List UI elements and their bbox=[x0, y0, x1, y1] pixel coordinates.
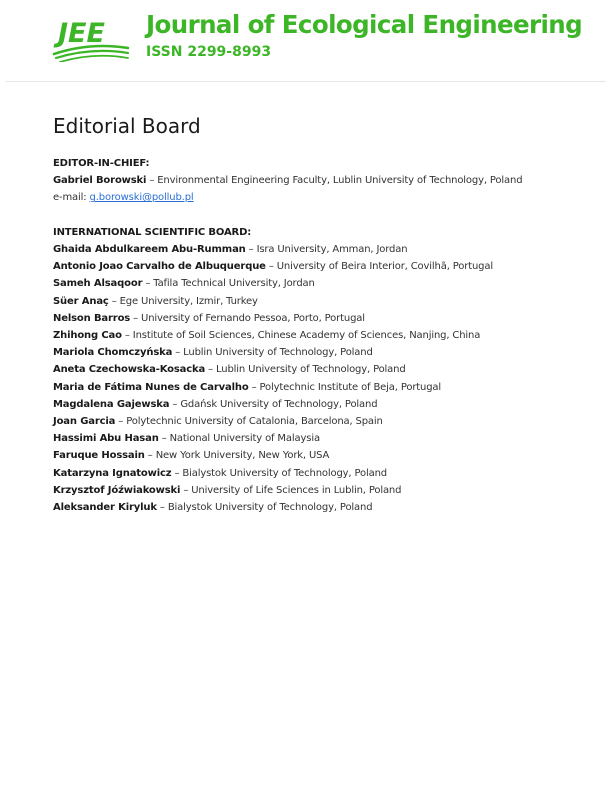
member-separator: – bbox=[130, 312, 142, 324]
member-affiliation: Isra University, Amman, Jordan bbox=[256, 244, 408, 255]
member-name: Maria de Fátima Nunes de Carvalho bbox=[53, 381, 249, 393]
page-title: Editorial Board bbox=[53, 114, 201, 138]
member-affiliation: University of Life Sciences in Lublin, Poland bbox=[191, 484, 402, 496]
member-name: Nelson Barros bbox=[53, 312, 131, 324]
member-separator: – bbox=[156, 502, 168, 514]
board-member bbox=[53, 361, 603, 378]
member-separator: – bbox=[245, 244, 257, 255]
board-member bbox=[53, 344, 603, 361]
member-name: Sameh Alsaqoor bbox=[53, 278, 143, 290]
member-separator: – bbox=[108, 295, 120, 307]
member-name: Mariola Chomczyńska bbox=[53, 347, 173, 359]
member-affiliation: National University of Malaysia bbox=[169, 433, 320, 445]
member-name: Krzysztof Jóźwiakowski bbox=[53, 484, 181, 496]
member-separator: – bbox=[121, 330, 133, 342]
board-member bbox=[53, 413, 603, 430]
member-name: Zhihong Cao bbox=[53, 330, 122, 342]
editorial-board-content bbox=[53, 155, 603, 516]
header-divider bbox=[6, 81, 606, 82]
member-affiliation: Institute of Soil Sciences, Chinese Academy of Sciences, Nanjing, China bbox=[132, 330, 481, 342]
section-spacer bbox=[53, 207, 603, 224]
jee-logo-icon bbox=[52, 12, 132, 62]
board-member bbox=[53, 379, 603, 396]
email-label: e-mail: bbox=[53, 192, 90, 204]
member-affiliation: Lublin University of Technology, Poland bbox=[183, 347, 373, 359]
journal-title: Journal of Ecological Engineering bbox=[146, 10, 583, 39]
member-separator: – bbox=[172, 347, 184, 359]
board-member bbox=[53, 499, 603, 516]
member-name: Aneta Czechowska-Kosacka bbox=[53, 364, 206, 376]
journal-issn: ISSN 2299-8993 bbox=[146, 44, 272, 60]
member-name: Faruque Hossain bbox=[53, 450, 145, 462]
board-member bbox=[53, 275, 603, 292]
member-separator: – bbox=[205, 364, 217, 376]
editor-email-link[interactable]: g.borowski@pollub.pl bbox=[89, 192, 194, 204]
member-affiliation: Polytechnic University of Catalonia, Barcelona, Spain bbox=[126, 416, 383, 428]
member-name: Ghaida Abdulkareem Abu-Rumman bbox=[53, 244, 246, 255]
member-separator: – bbox=[144, 450, 156, 462]
member-separator: – bbox=[171, 467, 183, 479]
member-name: Aleksander Kiryluk bbox=[53, 502, 157, 514]
member-affiliation: Gdańsk University of Technology, Poland bbox=[180, 398, 378, 410]
board-member bbox=[53, 241, 603, 258]
member-affiliation: Polytechnic Institute of Beja, Portugal bbox=[259, 381, 442, 393]
member-separator: – bbox=[169, 398, 181, 410]
member-affiliation: University of Beira Interior, Covilhã, Portugal bbox=[276, 261, 493, 273]
member-affiliation: Ege University, Izmir, Turkey bbox=[119, 295, 258, 307]
scientific-board-list bbox=[53, 241, 603, 516]
member-name: Süer Anaç bbox=[53, 295, 109, 307]
member-affiliation: Lublin University of Technology, Poland bbox=[216, 364, 406, 376]
board-member bbox=[53, 396, 603, 413]
member-affiliation: Tafila Technical University, Jordan bbox=[153, 278, 315, 290]
member-name: Hassimi Abu Hasan bbox=[53, 433, 159, 445]
board-member bbox=[53, 293, 603, 310]
member-separator: – bbox=[180, 484, 192, 496]
member-affiliation: Bialystok University of Technology, Poland bbox=[182, 467, 387, 479]
board-member bbox=[53, 310, 603, 327]
member-separator: – bbox=[158, 433, 170, 445]
member-separator: – bbox=[265, 261, 277, 273]
editor-in-chief-entry bbox=[53, 172, 603, 189]
journal-header bbox=[0, 0, 612, 82]
editor-affiliation: Environmental Engineering Faculty, Lublin University of Technology, Poland bbox=[157, 175, 523, 187]
member-separator: – bbox=[142, 278, 154, 290]
member-name: Joan Garcia bbox=[53, 416, 116, 428]
member-separator: – bbox=[115, 416, 127, 428]
editor-separator: – bbox=[146, 175, 158, 187]
member-separator: – bbox=[248, 381, 260, 393]
member-affiliation: Bialystok University of Technology, Poland bbox=[167, 502, 373, 514]
member-name: Antonio Joao Carvalho de Albuquerque bbox=[53, 261, 266, 273]
board-member bbox=[53, 430, 603, 447]
editor-email-line bbox=[53, 189, 603, 206]
board-member bbox=[53, 258, 603, 275]
board-member bbox=[53, 327, 603, 344]
logo-text: JEE bbox=[58, 18, 105, 49]
member-affiliation: New York University, New York, USA bbox=[155, 450, 330, 462]
board-member bbox=[53, 465, 603, 482]
editor-in-chief-heading: EDITOR-IN-CHIEF: bbox=[53, 158, 150, 169]
member-name: Katarzyna Ignatowicz bbox=[53, 467, 172, 479]
scientific-board-heading: INTERNATIONAL SCIENTIFIC BOARD: bbox=[53, 226, 252, 238]
board-member bbox=[53, 447, 603, 464]
member-name: Magdalena Gajewska bbox=[53, 398, 170, 410]
board-member bbox=[53, 482, 603, 499]
editor-name: Gabriel Borowski bbox=[53, 175, 147, 187]
member-affiliation: University of Fernando Pessoa, Porto, Portugal bbox=[141, 312, 365, 324]
